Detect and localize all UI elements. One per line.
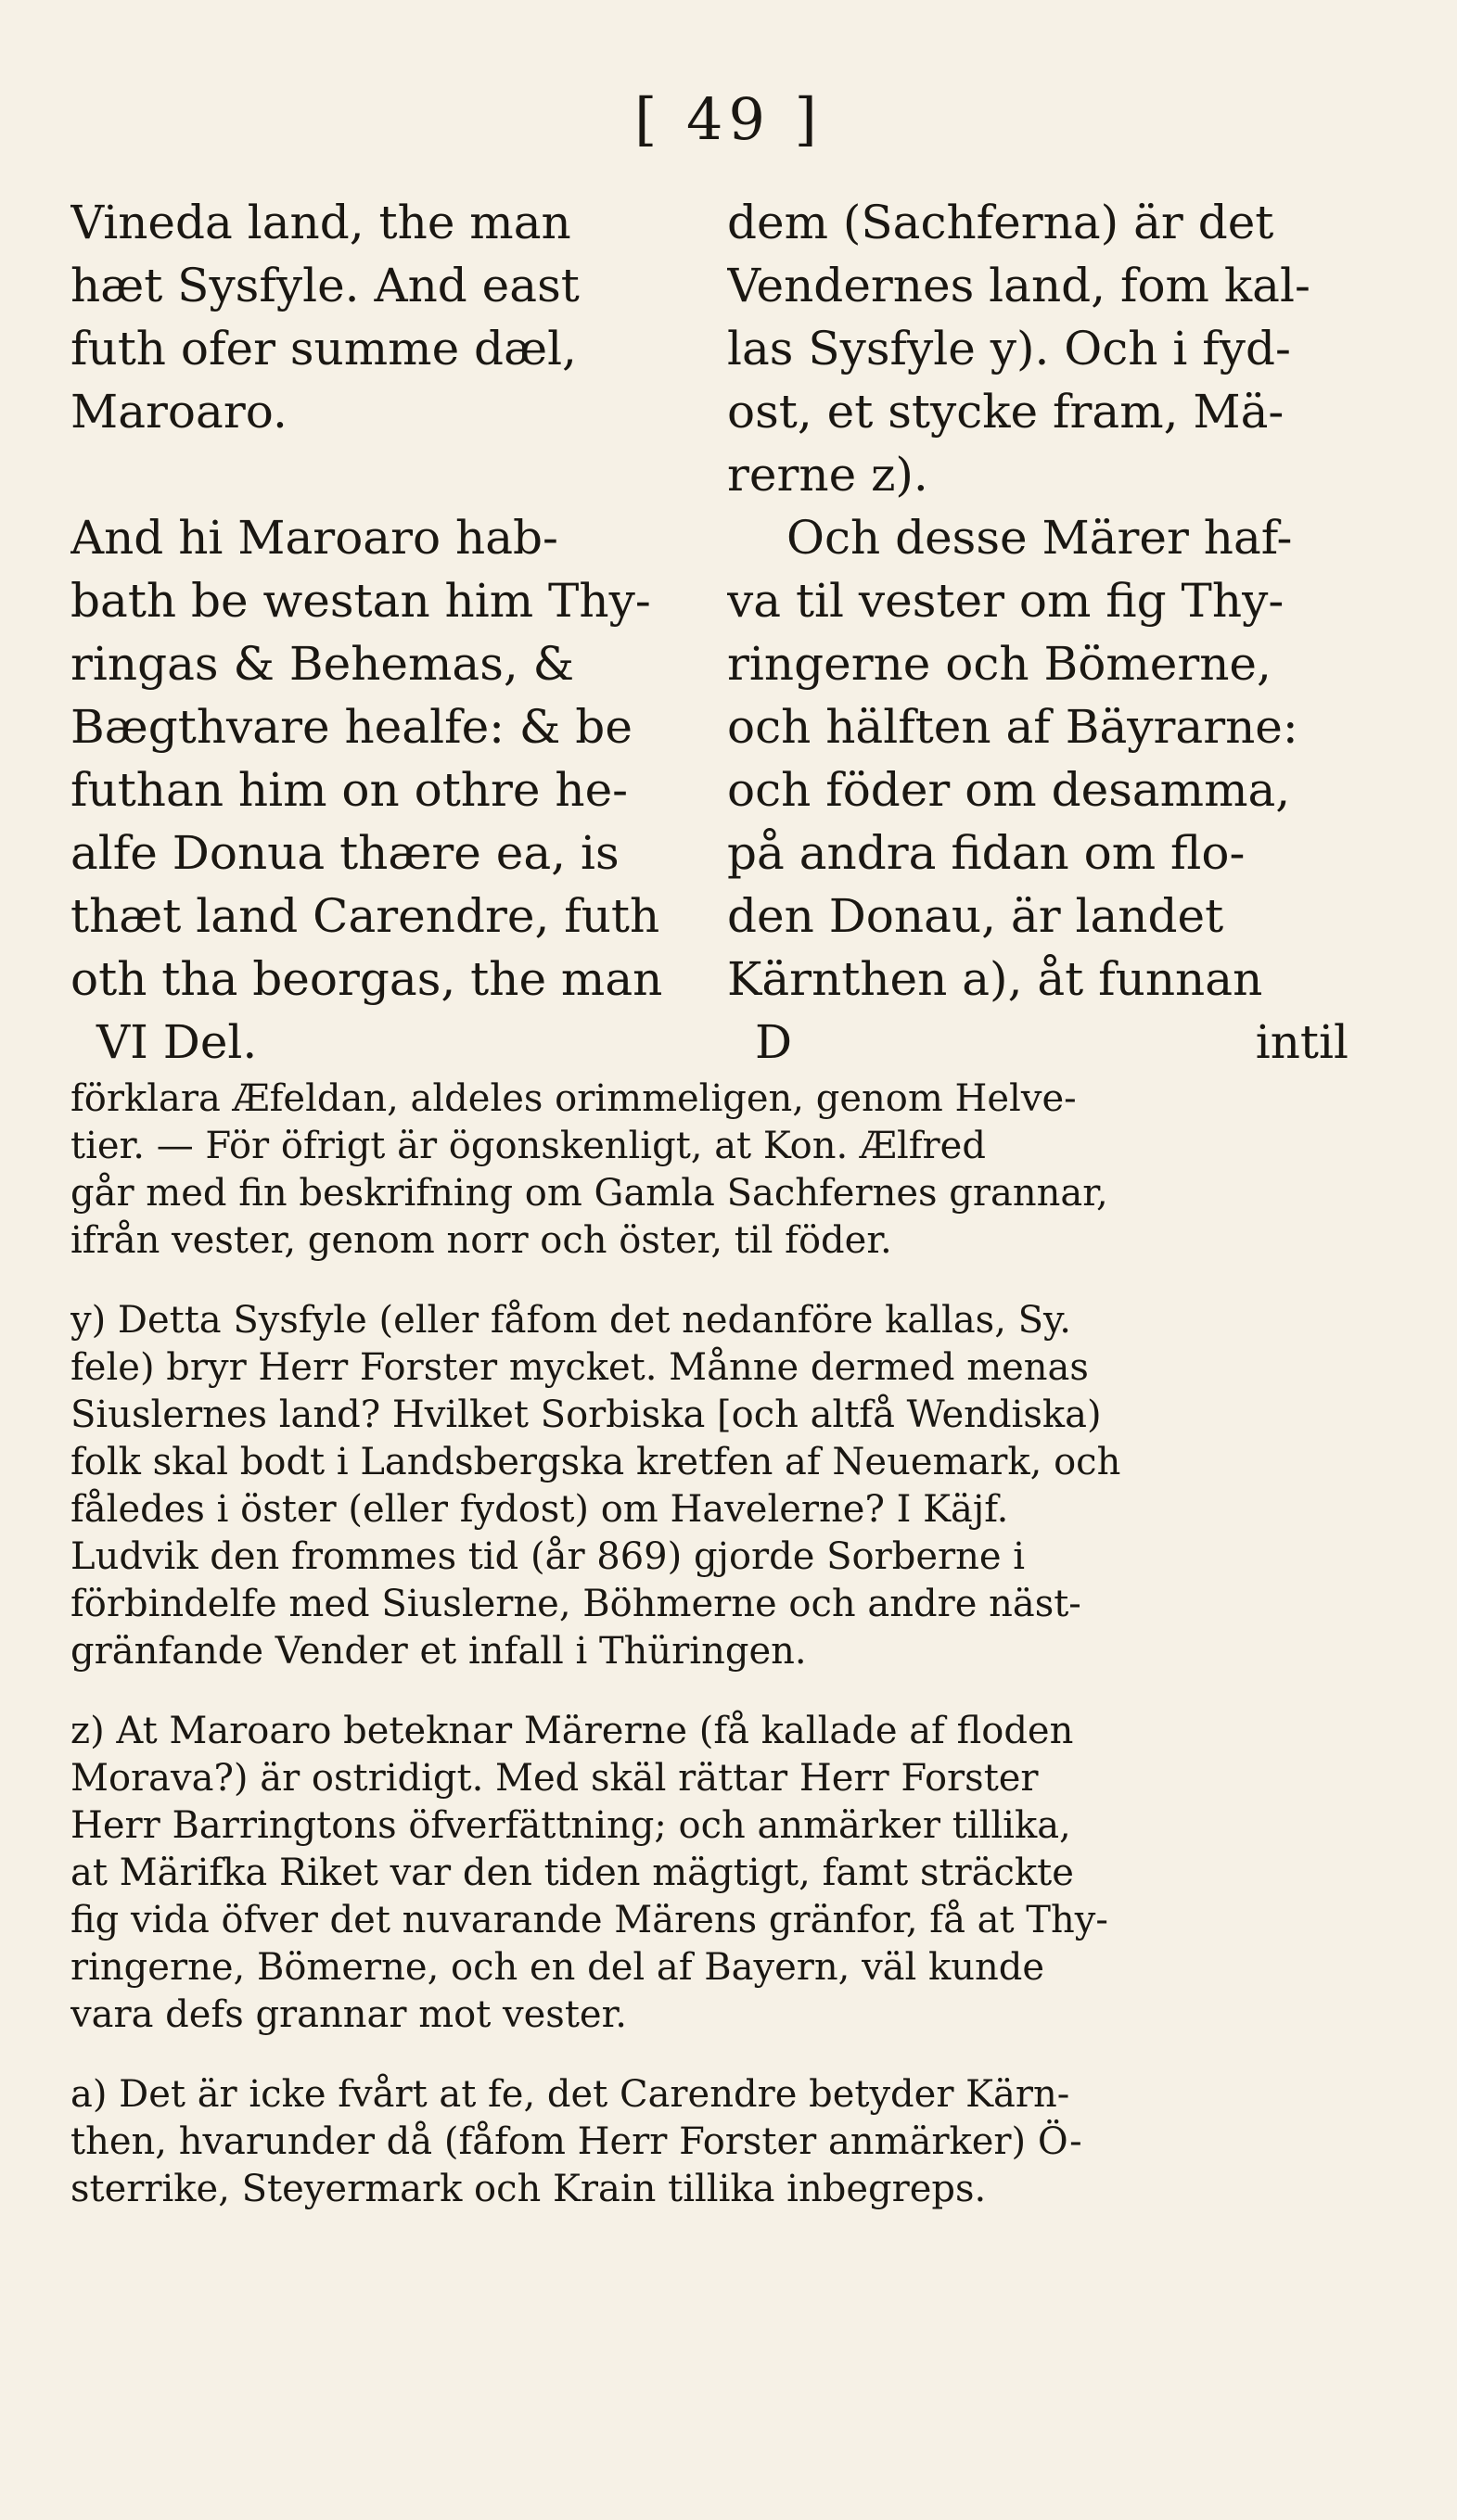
footnote-line: a) Det är icke fvårt at fe, det Carendre betyder Kärn-	[70, 2073, 1070, 2116]
text-line: Vineda land, the man	[70, 196, 571, 249]
text-line: oth tha beorgas, the man	[70, 952, 663, 1006]
text-line: Och desse Märer haf-	[786, 511, 1293, 565]
catchword: intil	[1255, 1015, 1348, 1069]
left-column-old-english	[70, 191, 686, 1074]
footnote-line: förklara Æfeldan, aldeles orimmeligen, genom Helve-	[70, 1077, 1077, 1120]
footnote-line: förbindelfe med Siuslerne, Böhmerne och andre näst-	[70, 1583, 1081, 1625]
footnote-line: ringerne, Bömerne, och en del af Bayern, väl kunde	[70, 1946, 1045, 1989]
text-line: alfe Donua thære ea, is	[70, 826, 620, 880]
footnote-line: går med fin beskrifning om Gamla Sachfernes grannar,	[70, 1172, 1108, 1215]
footnote-line: gränfande Vender et infall i Thüringen.	[70, 1630, 807, 1673]
footnote-line: y) Detta Sysfyle (eller fåfom det nedanföre kallas, Sy.	[70, 1299, 1072, 1342]
signature-mark: VI Del.	[96, 1015, 258, 1069]
text-line: ost, et stycke fram, Mä-	[727, 385, 1284, 439]
text-line: thæt land Carendre, futh	[70, 889, 660, 943]
text-line: dem (Sachferna) är det	[727, 196, 1274, 249]
text-line: och hälften af Bäyrarne:	[727, 700, 1298, 754]
footnote-line: at Märifka Riket var den tiden mägtigt, famt sträckte	[70, 1852, 1074, 1894]
footnote-line: z) At Maroaro beteknar Märerne (få kallade af floden	[70, 1710, 1074, 1752]
text-line: bath be westan him Thy-	[70, 574, 651, 628]
footnote-line: then, hvarunder då (fåfom Herr Forster anmärker) Ö-	[70, 2120, 1082, 2163]
text-line: Kärnthen a), åt funnan	[727, 952, 1263, 1006]
footnotes	[70, 1075, 1350, 2246]
footnote-y	[70, 1297, 1350, 1675]
right-column-swedish	[727, 191, 1348, 1074]
text-line: rerne z).	[727, 448, 928, 502]
footnote-line: Herr Barringtons öfverfättning; och anmärker tillika,	[70, 1804, 1071, 1847]
footnote-line: fåledes i öster (eller fydost) om Havelerne? I Käjf.	[70, 1488, 1009, 1531]
text-line: Maroaro.	[70, 385, 288, 439]
footnote-continuation	[70, 1075, 1350, 1265]
text-line: ringas & Behemas, &	[70, 637, 575, 691]
text-line: las Sysfyle y). Och i fyd-	[727, 322, 1291, 375]
footnote-line: sterrike, Steyermark och Krain tillika inbegreps.	[70, 2168, 987, 2210]
footnote-line: Ludvik den frommes tid (år 869) gjorde Sorberne i	[70, 1535, 1026, 1578]
footnote-line: folk skal bodt i Landsbergska kretfen af Neuemark, och	[70, 1441, 1121, 1483]
text-line: And hi Maroaro hab-	[70, 511, 558, 565]
text-line: futhan him on othre he-	[70, 763, 629, 817]
footnote-z	[70, 1708, 1350, 2039]
footnote-line: fele) bryr Herr Forster mycket. Månne dermed menas	[70, 1346, 1089, 1389]
footnote-line: Morava?) är ostridigt. Med skäl rättar Herr Forster	[70, 1757, 1039, 1800]
text-line: Bægthvare healfe: & be	[70, 700, 633, 754]
footnote-line: fig vida öfver det nuvarande Märens gränfor, få at Thy-	[70, 1899, 1108, 1941]
text-line: ringerne och Bömerne,	[727, 637, 1272, 691]
text-line: va til vester om fig Thy-	[727, 574, 1284, 628]
text-line: futh ofer summe dæl,	[70, 322, 577, 375]
text-line: hæt Sysfyle. And east	[70, 259, 580, 312]
footnote-line: ifrån vester, genom norr och öster, til föder.	[70, 1219, 892, 1262]
signature-letter: D	[755, 1015, 793, 1069]
page-number: [ 49 ]	[634, 85, 823, 153]
footnote-line: vara defs grannar mot vester.	[70, 1993, 628, 2036]
text-line: Vendernes land, fom kal-	[727, 259, 1310, 312]
text-line: på andra fidan om flo-	[727, 826, 1246, 880]
footnote-line: Siuslernes land? Hvilket Sorbiska [och altfå Wendiska)	[70, 1394, 1102, 1436]
catchword-row	[727, 1011, 1348, 1074]
text-line: den Donau, är landet	[727, 889, 1224, 943]
text-line: och föder om desamma,	[727, 763, 1291, 817]
footnote-a	[70, 2071, 1350, 2213]
footnote-line: tier. — För öfrigt är ögonskenligt, at Kon. Ælfred	[70, 1125, 986, 1167]
